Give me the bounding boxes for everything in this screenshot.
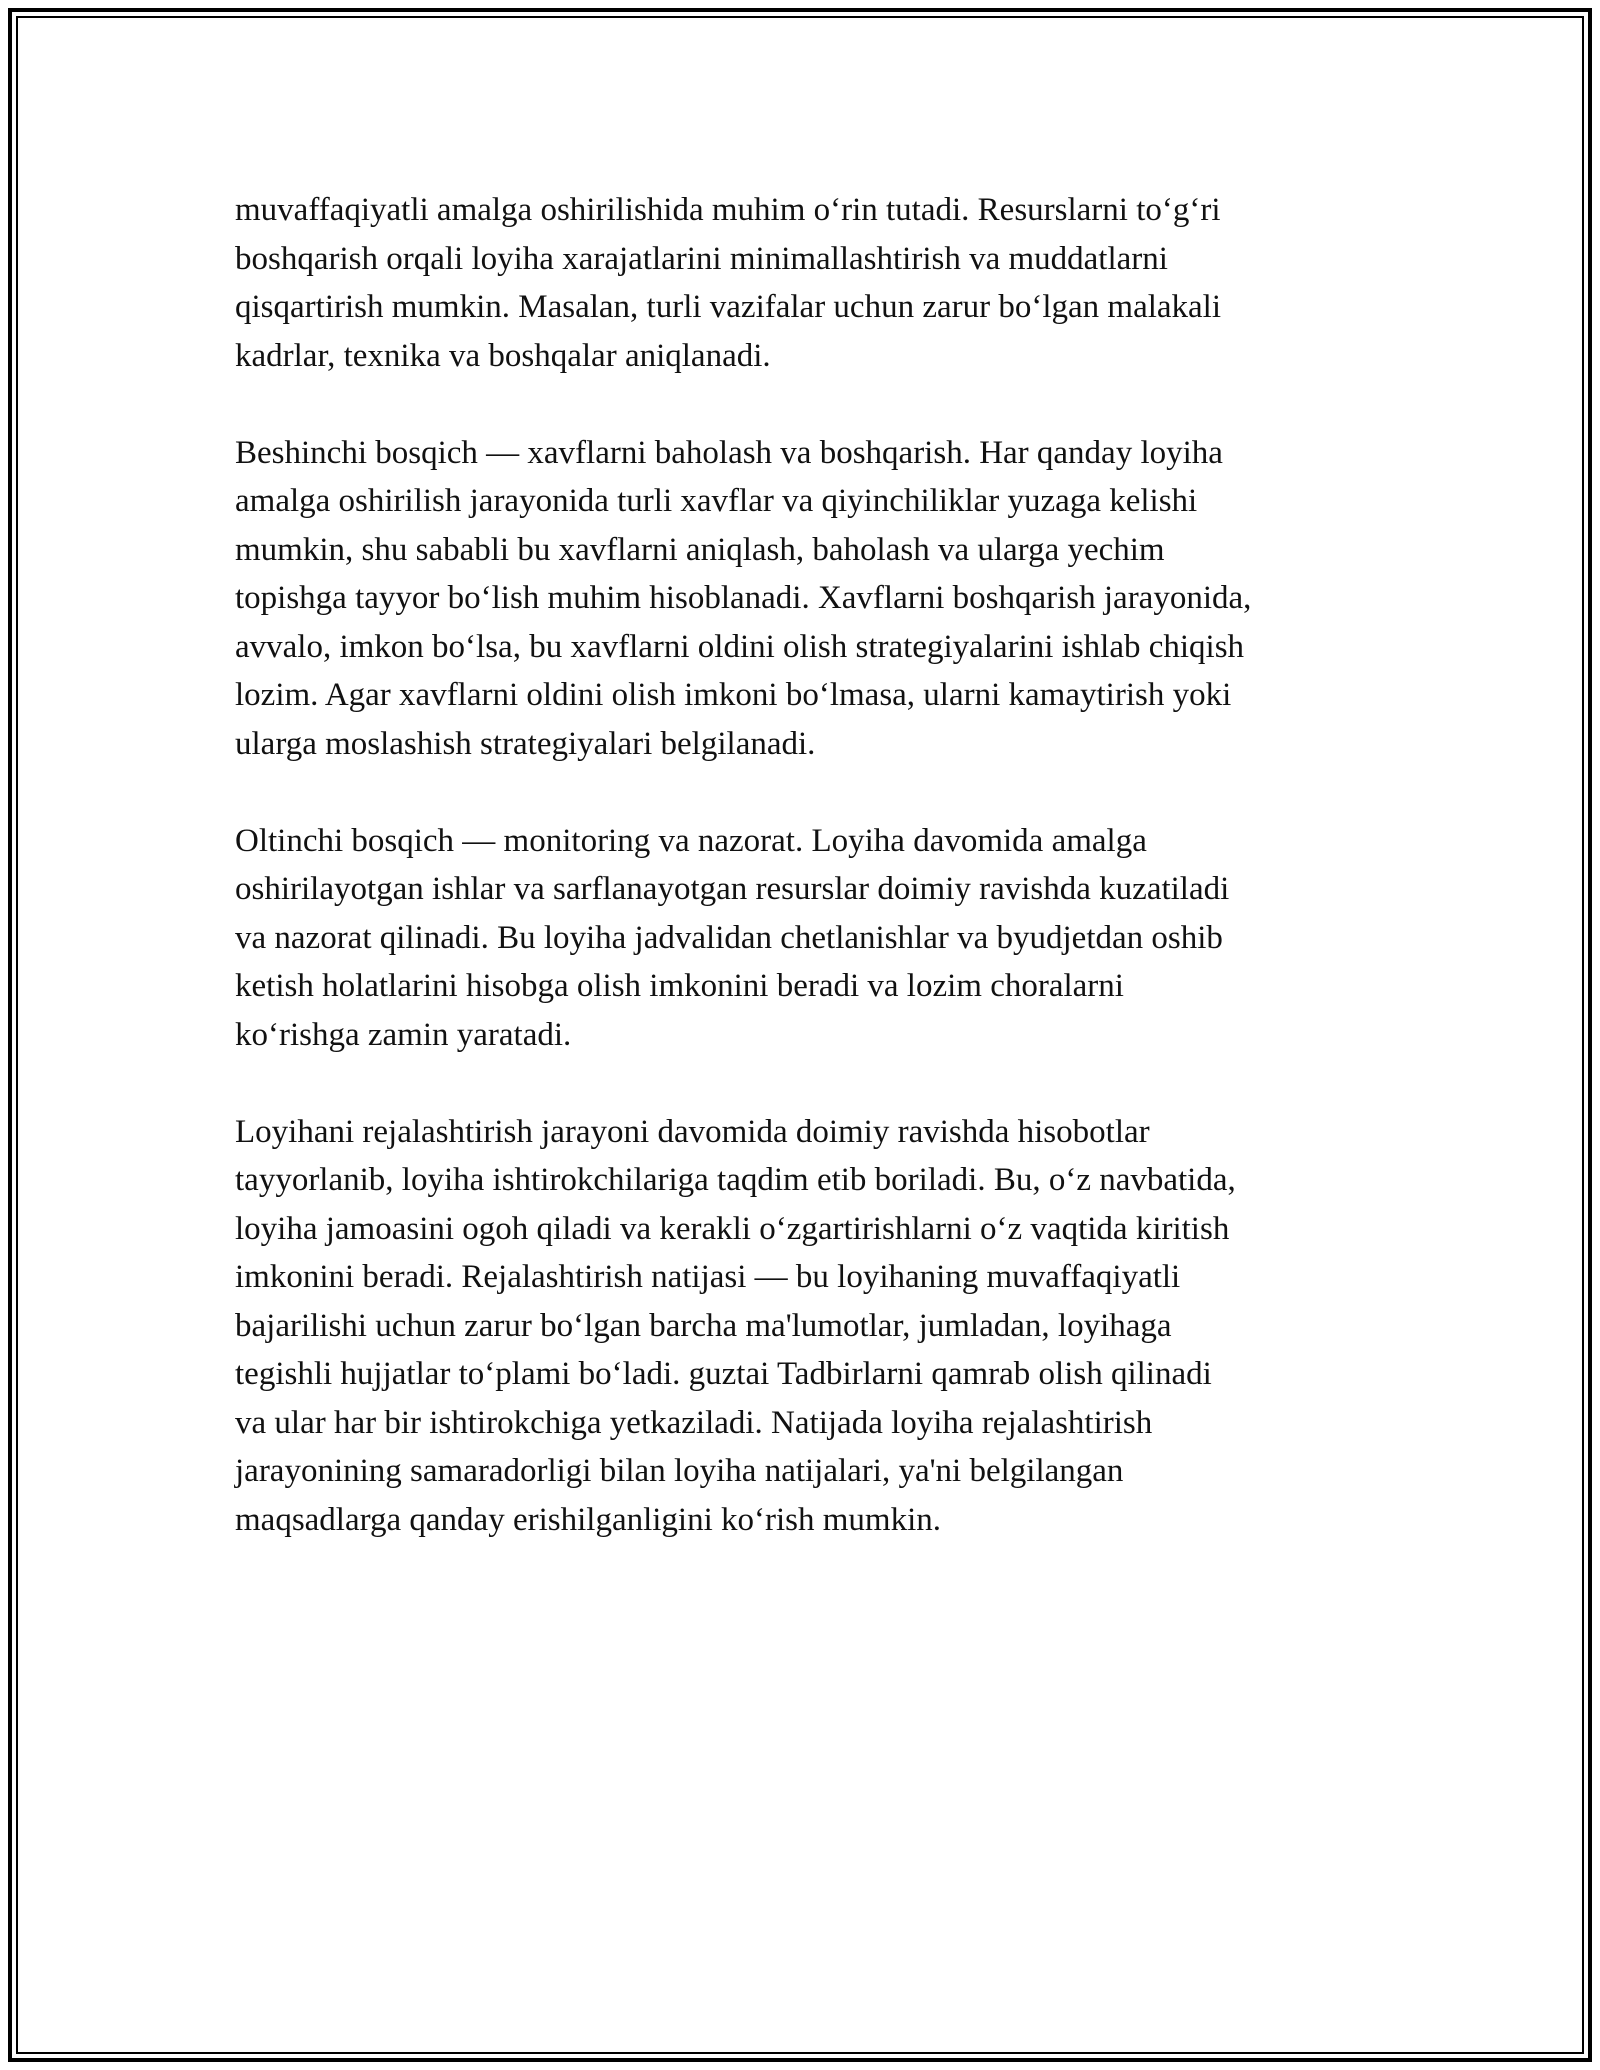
paragraph-resources: muvaffaqiyatli amalga oshirilishida muhim o‘rin tutadi. Resurslarni to‘g‘ri boshqarish orqali loyiha xarajatlarini minimallashtirish va muddatlarni qisqartirish mumkin. Masalan, turli vazifalar uchun zarur bo‘lgan malakali kadrlar, texnika va boshqalar aniqlanadi.	[235, 192, 1222, 374]
paragraph-monitoring: Oltinchi bosqich — monitoring va nazorat. Loyiha davomida amalga oshirilayotgan ishlar va sarflanayotgan resurslar doimiy ravishda kuzatiladi va nazorat qilinadi. Bu loyiha jadvalidan chetlanishlar va byudjetdan oshib ketish holatlarini hisobga olish imkonini beradi va lozim choralarni ko‘rishga zamin yaratadi.	[235, 822, 1230, 1053]
paragraph-reporting: Loyihani rejalashtirish jarayoni davomida doimiy ravishda hisobotlar tayyorlanib, loyiha ishtirokchilariga taqdim etib boriladi. Bu, o‘z navbatida, loyiha jamoasini ogoh qiladi va kerakli o‘zgartirishlarni o‘z vaqtida kiritish imkonini beradi. Rejalashtirish natijasi — bu loyihaning muvaffaqiyatli bajarilishi uchun zarur bo‘lgan barcha ma'lumotlar, jumladan, loyihaga tegishli hujjatlar to‘plami bo‘ladi. guztai Tadbirlarni qamrab olish qilinadi va ular har bir ishtirokchiga yetkaziladi. Natijada loyiha rejalashtirish jarayonining samaradorligi bilan loyiha natijalari, ya'ni belgilangan maqsadlarga qanday erishilganligini ko‘rish mumkin.	[235, 1113, 1236, 1538]
paragraph-risk-management: Beshinchi bosqich — xavflarni baholash va boshqarish. Har qanday loyiha amalga oshirilish jarayonida turli xavflar va qiyinchiliklar yuzaga kelishi mumkin, shu sababli bu xavflarni aniqlash, baholash va ularga yechim topishga tayyor bo‘lish muhim hisoblanadi. Xavflarni boshqarish jarayonida, avvalo, imkon bo‘lsa, bu xavflarni oldini olish strategiyalarini ishlab chiqish lozim. Agar xavflarni oldini olish imkoni bo‘lmasa, ularni kamaytirish yoki ularga moslashish strategiyalari belgilanadi.	[235, 434, 1252, 762]
document-body	[235, 186, 1375, 1593]
